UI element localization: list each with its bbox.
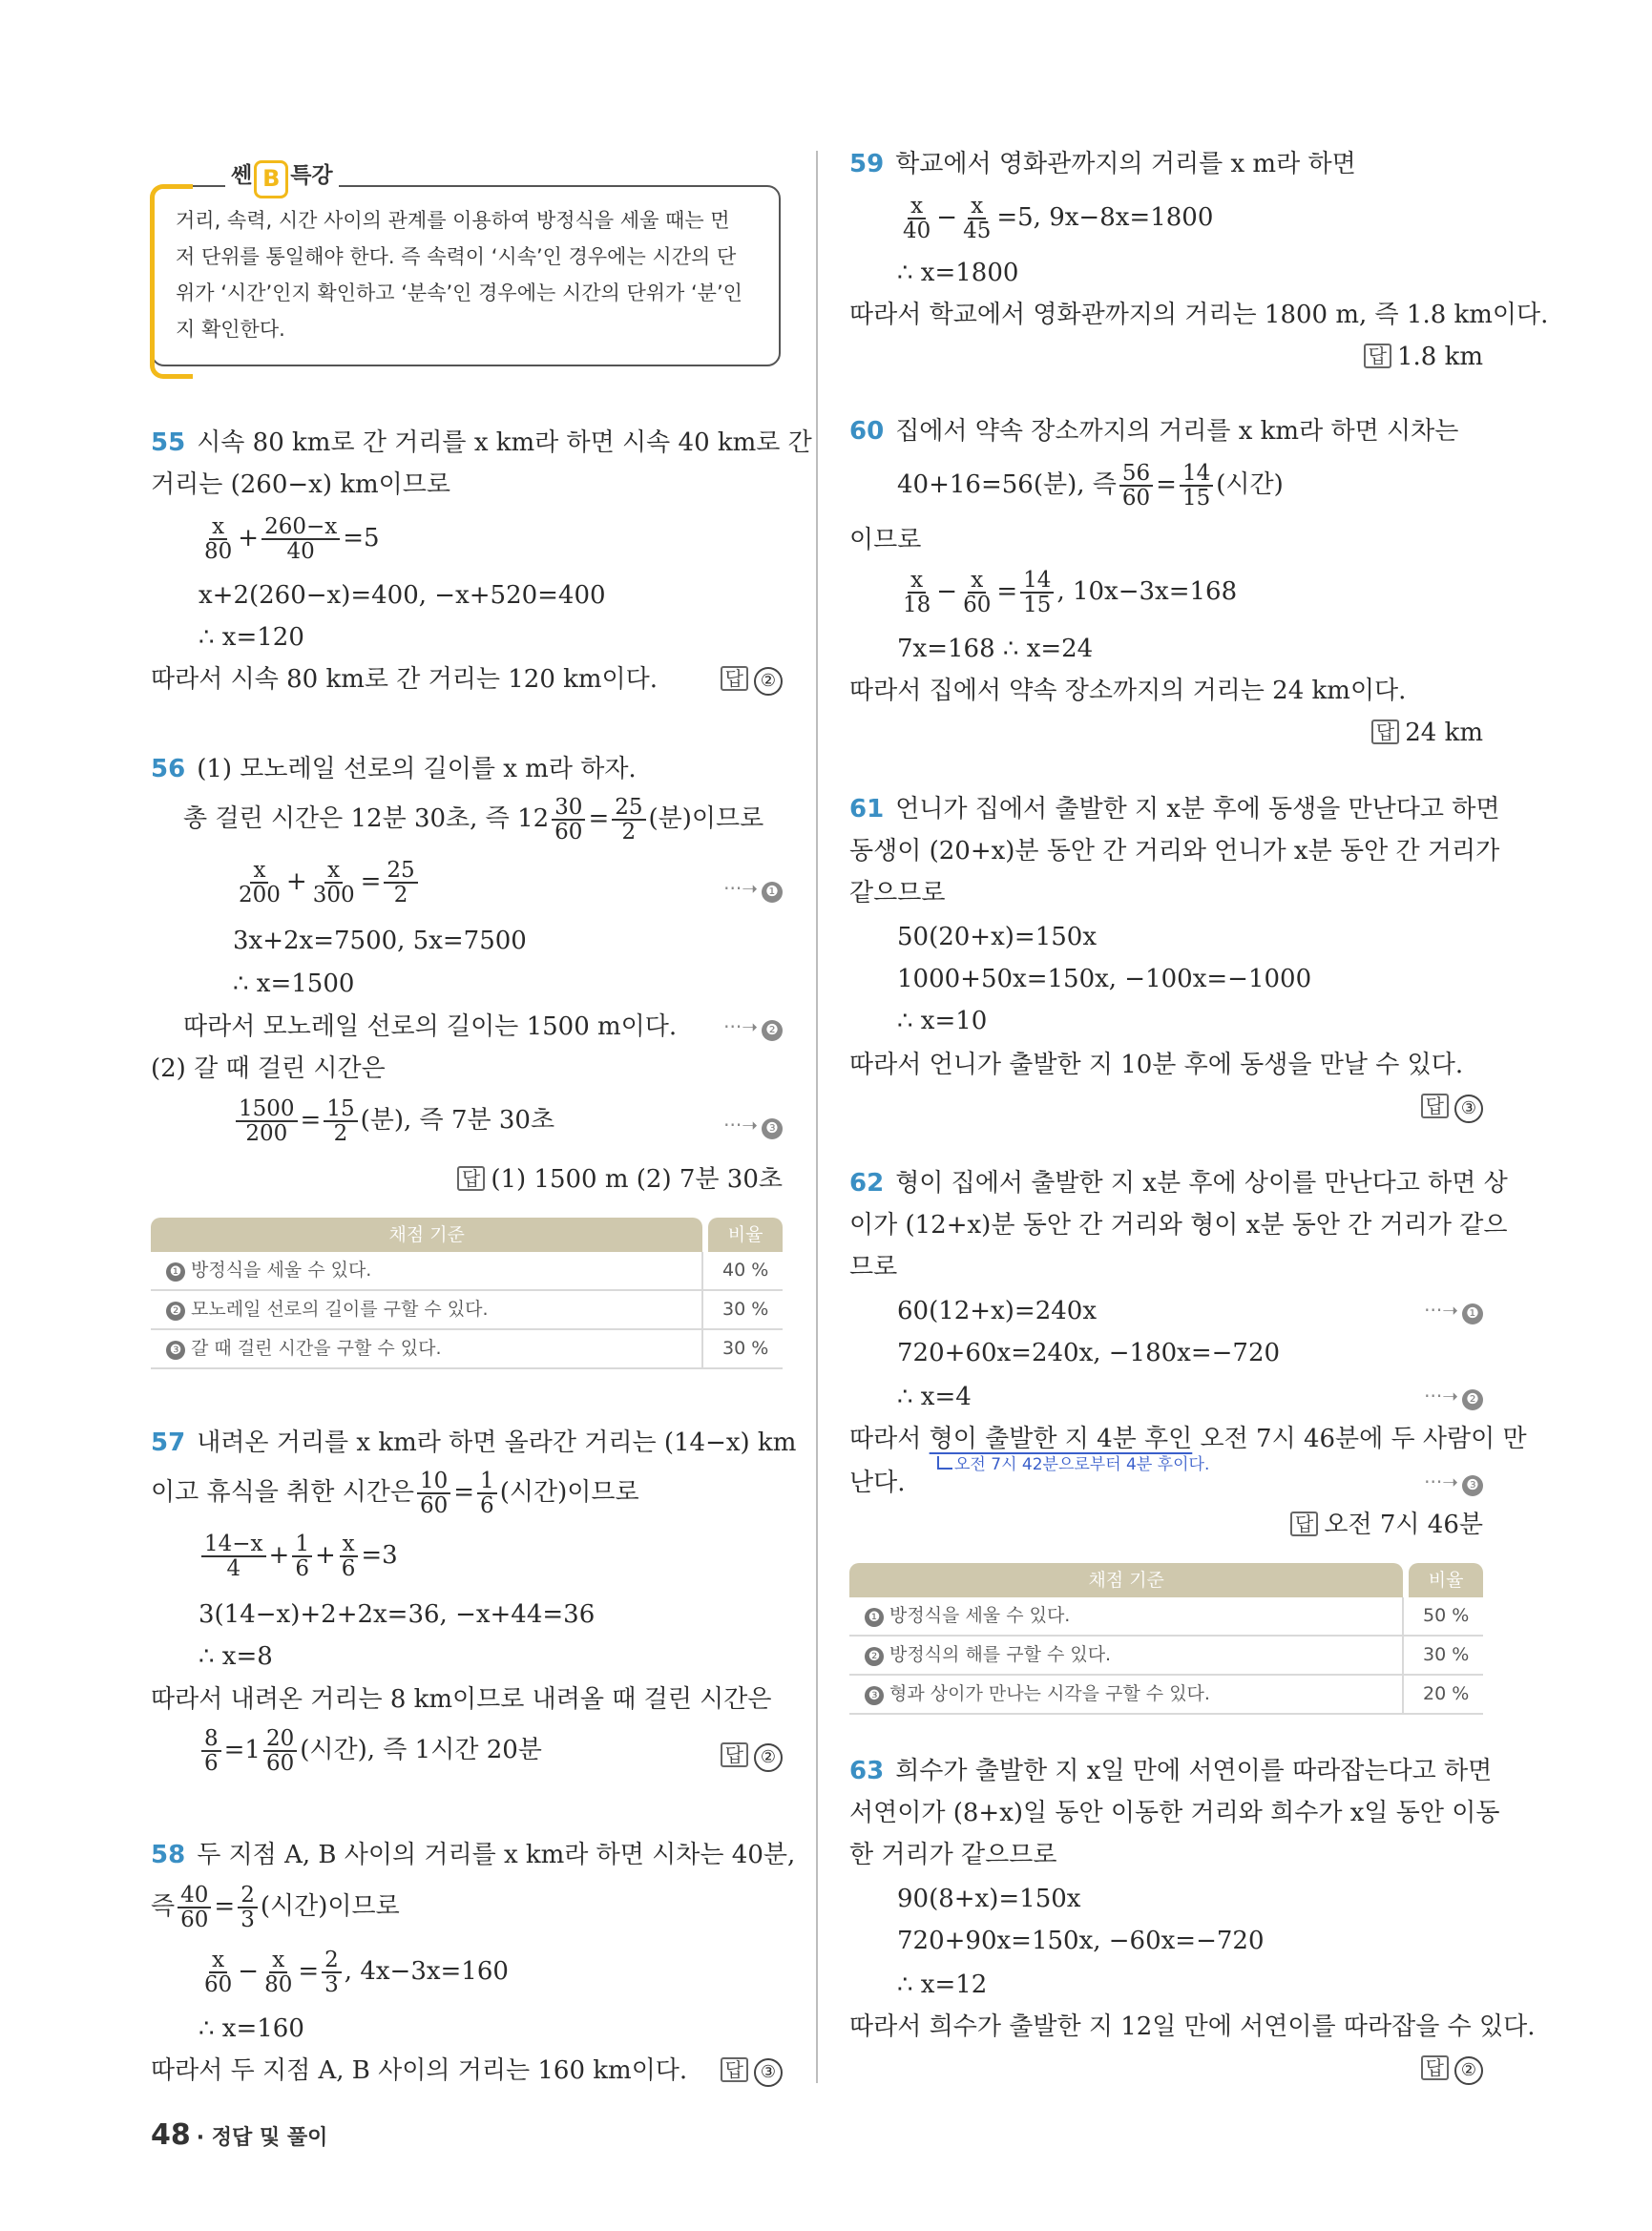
table-row: ❸ 갈 때 걸린 시간을 구할 수 있다. 30 % (151, 1329, 783, 1368)
grading-table: 채점 기준 비율 ❶ 방정식을 세울 수 있다. 50 % ❷ 방정식의 해를 구할 수 있다. 30 % ❸ 형과 상이가 만나는 시각을 구할 수 있다. 20 % (849, 1563, 1483, 1715)
answer-icon: 답 (721, 666, 748, 691)
answer-icon: 답 (1364, 344, 1391, 368)
answer: 답 1.8 km (1364, 342, 1483, 374)
grading-table: 채점 기준 비율 ❶ 방정식을 세울 수 있다. 40 % ❷ 모노레일 선로의 길이를 구할 수 있다. 30 % ❸ 갈 때 걸린 시간을 구할 수 있다. 30 % (151, 1218, 783, 1369)
underlined-phrase: 형이 출발한 지 4분 후인 (929, 1425, 1193, 1453)
tip-box-title: 쎈 B 특강 (225, 160, 339, 198)
table-row: ❶ 방정식을 세울 수 있다. 40 % (151, 1252, 783, 1290)
answer: 답 ③ (721, 2055, 783, 2088)
column-divider (816, 151, 818, 2083)
note-connector (937, 1456, 952, 1470)
answer: 답 ② (721, 664, 783, 697)
answer-icon: 답 (721, 2057, 748, 2082)
answer: 답 ② (1421, 2054, 1483, 2086)
problem-number: 63 (849, 1757, 885, 1785)
table-row: ❶ 방정식을 세울 수 있다. 50 % (849, 1597, 1483, 1636)
table-row: ❷ 방정식의 해를 구할 수 있다. 30 % (849, 1636, 1483, 1675)
equation: $\frac{x}{40}$ − $\frac{x}{45}$ =5, 9x−8x=1800 (903, 194, 1214, 244)
page-number: 48 (151, 2118, 191, 2152)
problem-number: 59 (849, 150, 885, 178)
answer: 답 (1) 1500 m (2) 7분 30초 (457, 1164, 783, 1197)
answer-icon: 답 (1421, 2055, 1449, 2080)
answer: 답 ③ (1421, 1092, 1483, 1124)
step-mark: ···➝ ❷ (1424, 1384, 1483, 1410)
equation: $\frac{x}{200}$ + $\frac{x}{300}$ = $\frac{25}{2}$ (233, 859, 421, 907)
answer-icon: 답 (721, 1742, 748, 1767)
problem-number: 58 (151, 1841, 186, 1869)
answer: 답 오전 7시 46분 (1290, 1510, 1483, 1542)
step-mark: ···➝ ❶ (723, 876, 783, 903)
tip-box-text: 거리, 속력, 시간 사이의 관계를 이용하여 방정식을 세울 때는 먼 저 단위를 통일해야 한다. 즉 속력이 ‘시속’인 경우에는 시간의 단 위가 ‘시간’인지 확인하고 ‘분속’인 경우에는 시간의 단위가 ‘분’인 지 확인한다. (176, 209, 742, 341)
equation: $\frac{1500}{200}$ = $\frac{15}{2}$ (분), 즉 7분 30초 (233, 1097, 554, 1145)
problem-number: 61 (849, 795, 885, 824)
equation: $\frac{x}{18}$ − $\frac{x}{60}$ = $\frac{14}{15}$ , 10x−3x=168 (903, 568, 1238, 618)
problem-number: 62 (849, 1169, 885, 1198)
step-mark: ···➝ ❸ (1424, 1470, 1483, 1496)
equation: $\frac{x}{80}$ + $\frac{260-x}{40}$ =5 (204, 514, 380, 565)
problem-number: 60 (849, 417, 885, 446)
answer: 답 24 km (1371, 718, 1483, 750)
answer-icon: 답 (1371, 719, 1399, 744)
problem-number: 56 (151, 755, 186, 783)
note: 오전 7시 42분으로부터 4분 후이다. (954, 1455, 1210, 1474)
step-mark: ···➝ ❷ (723, 1014, 783, 1041)
equation: $\frac{8}{6}$ =1 $\frac{20}{60}$ (시간), 즉 1시간 20분 (199, 1727, 542, 1775)
answer-icon: 답 (1421, 1094, 1449, 1118)
table-row: ❷ 모노레일 선로의 길이를 구할 수 있다. 30 % (151, 1290, 783, 1329)
b-badge-icon: B (254, 160, 288, 198)
equation: $\frac{14-x}{4}$ + $\frac{1}{6}$ + $\frac{x}{6}$ =3 (199, 1533, 398, 1580)
step-mark: ···➝ ❸ (723, 1113, 783, 1139)
step-mark: ···➝ ❶ (1424, 1298, 1483, 1324)
problem-number: 55 (151, 428, 186, 457)
page-footer: 48 · 정답 및 풀이 (151, 2118, 328, 2152)
equation: $\frac{x}{60}$ − $\frac{x}{80}$ = $\frac{2}{3}$ , 4x−3x=160 (204, 1948, 509, 1998)
answer: 답 ② (721, 1741, 783, 1773)
problem-number: 57 (151, 1428, 186, 1457)
table-row: ❸ 형과 상이가 만나는 시각을 구할 수 있다. 20 % (849, 1675, 1483, 1714)
answer-icon: 답 (457, 1166, 485, 1191)
answer-icon: 답 (1290, 1512, 1318, 1536)
